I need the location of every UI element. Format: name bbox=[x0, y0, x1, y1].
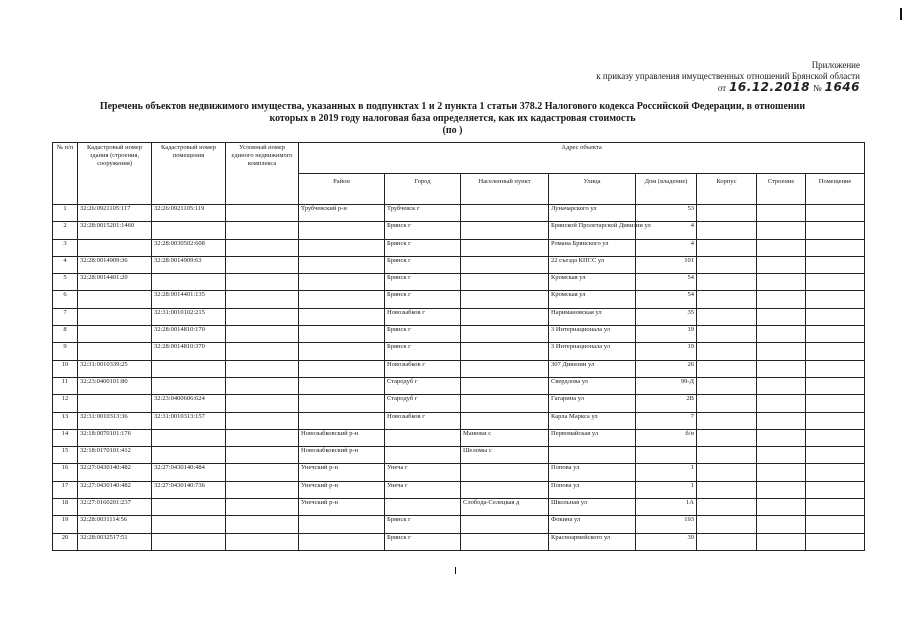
cell-district bbox=[299, 343, 385, 360]
header-cond-num: Условный номер единого недвижимого комплекса bbox=[226, 143, 299, 205]
heading-line-1: Перечень объектов недвижимого имущества, указанных в подпунктах 1 и 2 пункта 1 статьи 378.2 Налогового кодекса Российской Федерации, в отношении bbox=[99, 101, 806, 112]
cell-street: Карла Маркса ул bbox=[549, 412, 636, 429]
cell-settlement: Шеломы с bbox=[461, 447, 549, 464]
table-row bbox=[53, 412, 865, 429]
cell-pomeshchenie bbox=[806, 360, 865, 377]
cell-cond-num bbox=[226, 274, 299, 291]
cell-cond-num bbox=[226, 326, 299, 343]
cell-settlement bbox=[461, 343, 549, 360]
cell-pomeshchenie bbox=[806, 291, 865, 308]
cell-settlement bbox=[461, 308, 549, 325]
cell-cad-building: 32:27:0430140:482 bbox=[78, 481, 152, 498]
cell-pomeshchenie bbox=[806, 308, 865, 325]
table-row bbox=[53, 256, 865, 273]
cell-num: 18 bbox=[53, 499, 78, 516]
cell-city: Брянск г bbox=[385, 256, 461, 273]
cell-cad-building: 32:18:0170101:412 bbox=[78, 447, 152, 464]
handwritten-number: 1646 bbox=[824, 80, 860, 94]
cell-stroenie bbox=[757, 291, 806, 308]
cell-house: 19 bbox=[636, 326, 697, 343]
header-address: Адрес объекта bbox=[299, 143, 865, 174]
document-heading bbox=[20, 101, 885, 137]
cell-city: Брянск г bbox=[385, 239, 461, 256]
cell-city: Стародуб г bbox=[385, 377, 461, 394]
cell-street: 307 Дивизии ул bbox=[549, 360, 636, 377]
cell-district bbox=[299, 377, 385, 394]
cell-house: 7 bbox=[636, 412, 697, 429]
cell-house: 4 bbox=[636, 239, 697, 256]
cell-street: Луначарского ул bbox=[549, 205, 636, 222]
cell-city bbox=[385, 447, 461, 464]
cell-house: 53 bbox=[636, 205, 697, 222]
cell-stroenie bbox=[757, 412, 806, 429]
table-row bbox=[53, 291, 865, 308]
cell-pomeshchenie bbox=[806, 326, 865, 343]
cell-cad-room: 32:23:0400606:624 bbox=[152, 395, 226, 412]
cell-cad-room: 32:28:0014810:170 bbox=[152, 326, 226, 343]
cell-district bbox=[299, 256, 385, 273]
number-label: № bbox=[813, 83, 822, 93]
cell-stroenie bbox=[757, 360, 806, 377]
cell-num: 7 bbox=[53, 308, 78, 325]
cell-korpus bbox=[697, 239, 757, 256]
cell-stroenie bbox=[757, 447, 806, 464]
header-pomeshchenie: Помещение bbox=[806, 174, 865, 205]
cell-korpus bbox=[697, 256, 757, 273]
cell-district bbox=[299, 326, 385, 343]
cell-city: Унеча г bbox=[385, 481, 461, 498]
cell-settlement bbox=[461, 222, 549, 239]
cell-cad-building: 32:28:0031114:56 bbox=[78, 516, 152, 533]
table-row bbox=[53, 533, 865, 550]
cell-cad-room: 32:28:0014810:370 bbox=[152, 343, 226, 360]
cell-street: Фокина ул bbox=[549, 516, 636, 533]
cell-district bbox=[299, 239, 385, 256]
cell-house: 1 bbox=[636, 464, 697, 481]
cell-cond-num bbox=[226, 481, 299, 498]
cell-district bbox=[299, 516, 385, 533]
cell-korpus bbox=[697, 447, 757, 464]
cell-cond-num bbox=[226, 499, 299, 516]
cell-num: 9 bbox=[53, 343, 78, 360]
cell-stroenie bbox=[757, 464, 806, 481]
cell-num: 11 bbox=[53, 377, 78, 394]
cell-city: Брянск г bbox=[385, 343, 461, 360]
cell-settlement: Слобода-Селецкая д bbox=[461, 499, 549, 516]
header-street: Улица bbox=[549, 174, 636, 205]
from-label: от bbox=[717, 83, 727, 93]
cell-street: Свердлова ул bbox=[549, 377, 636, 394]
cell-cad-room: 32:26:0921105:119 bbox=[152, 205, 226, 222]
cell-street: 22 съезда КПСС ул bbox=[549, 256, 636, 273]
cell-house: 19 bbox=[636, 343, 697, 360]
cell-house bbox=[636, 447, 697, 464]
cell-street: 3 Интернационала ул bbox=[549, 326, 636, 343]
table-row bbox=[53, 239, 865, 256]
cell-korpus bbox=[697, 326, 757, 343]
cell-city: Трубчевск г bbox=[385, 205, 461, 222]
table-row bbox=[53, 377, 865, 394]
cell-house: 1 bbox=[636, 481, 697, 498]
cell-num: 16 bbox=[53, 464, 78, 481]
cell-num: 5 bbox=[53, 274, 78, 291]
cell-pomeshchenie bbox=[806, 377, 865, 394]
cell-num: 20 bbox=[53, 533, 78, 550]
header-district: Район bbox=[299, 174, 385, 205]
cell-settlement bbox=[461, 274, 549, 291]
cell-stroenie bbox=[757, 239, 806, 256]
cell-stroenie bbox=[757, 499, 806, 516]
cell-city: Брянск г bbox=[385, 274, 461, 291]
cell-cad-room bbox=[152, 447, 226, 464]
cell-cond-num bbox=[226, 360, 299, 377]
cell-pomeshchenie bbox=[806, 256, 865, 273]
cell-cad-room bbox=[152, 377, 226, 394]
cell-pomeshchenie bbox=[806, 533, 865, 550]
cell-cad-room: 32:27:0430140:484 bbox=[152, 464, 226, 481]
cell-num: 15 bbox=[53, 447, 78, 464]
cell-cad-building: 32:27:0160201:237 bbox=[78, 499, 152, 516]
cell-pomeshchenie bbox=[806, 447, 865, 464]
cell-district bbox=[299, 533, 385, 550]
cell-cad-building: 32:23:0400101:80 bbox=[78, 377, 152, 394]
cell-district: Новозыбковский р-н bbox=[299, 447, 385, 464]
cell-cond-num bbox=[226, 412, 299, 429]
cell-house: 193 bbox=[636, 516, 697, 533]
cell-settlement bbox=[461, 239, 549, 256]
cell-house: 101 bbox=[636, 256, 697, 273]
cell-pomeshchenie bbox=[806, 343, 865, 360]
cell-num: 12 bbox=[53, 395, 78, 412]
cell-stroenie bbox=[757, 429, 806, 446]
table-row bbox=[53, 447, 865, 464]
cell-korpus bbox=[697, 222, 757, 239]
cell-pomeshchenie bbox=[806, 516, 865, 533]
cell-city: Брянск г bbox=[385, 533, 461, 550]
cell-cad-room bbox=[152, 274, 226, 291]
cell-cad-building bbox=[78, 239, 152, 256]
cell-pomeshchenie bbox=[806, 412, 865, 429]
cell-cad-building bbox=[78, 326, 152, 343]
cell-korpus bbox=[697, 481, 757, 498]
cell-korpus bbox=[697, 308, 757, 325]
cell-district: Новозыбковский р-н bbox=[299, 429, 385, 446]
cell-cond-num bbox=[226, 377, 299, 394]
cell-stroenie bbox=[757, 274, 806, 291]
cell-district bbox=[299, 274, 385, 291]
cell-num: 1 bbox=[53, 205, 78, 222]
cell-district bbox=[299, 360, 385, 377]
cell-stroenie bbox=[757, 516, 806, 533]
cell-settlement bbox=[461, 516, 549, 533]
cell-street: Гагарина ул bbox=[549, 395, 636, 412]
cell-settlement bbox=[461, 291, 549, 308]
cell-house: 26 bbox=[636, 360, 697, 377]
cell-korpus bbox=[697, 516, 757, 533]
cell-cond-num bbox=[226, 239, 299, 256]
appendix-title: Приложение bbox=[811, 60, 860, 70]
cell-korpus bbox=[697, 412, 757, 429]
cell-street: Попова ул bbox=[549, 481, 636, 498]
cell-num: 3 bbox=[53, 239, 78, 256]
cell-street: Кромская ул bbox=[549, 274, 636, 291]
table-row bbox=[53, 308, 865, 325]
cell-street: Попова ул bbox=[549, 464, 636, 481]
cell-district bbox=[299, 291, 385, 308]
cell-korpus bbox=[697, 499, 757, 516]
cell-pomeshchenie bbox=[806, 222, 865, 239]
cell-cad-room bbox=[152, 429, 226, 446]
cell-cad-building bbox=[78, 395, 152, 412]
cell-settlement bbox=[461, 481, 549, 498]
cell-cad-building: 32:28:0015201:1460 bbox=[78, 222, 152, 239]
cell-cond-num bbox=[226, 516, 299, 533]
cell-house: 1А bbox=[636, 499, 697, 516]
cell-district bbox=[299, 308, 385, 325]
cell-settlement bbox=[461, 360, 549, 377]
cell-num: 8 bbox=[53, 326, 78, 343]
cell-pomeshchenie bbox=[806, 239, 865, 256]
cell-district: Унечский р-н bbox=[299, 464, 385, 481]
cell-city: Брянск г bbox=[385, 516, 461, 533]
cell-cond-num bbox=[226, 222, 299, 239]
table-row bbox=[53, 343, 865, 360]
cell-num: 17 bbox=[53, 481, 78, 498]
cell-cad-building: 32:27:0430140:482 bbox=[78, 464, 152, 481]
table-row bbox=[53, 360, 865, 377]
header-num: № п/п bbox=[53, 143, 78, 205]
handwritten-date: 16.12.2018 bbox=[729, 80, 810, 94]
cell-settlement bbox=[461, 256, 549, 273]
cell-cad-building: 32:26:0921105:117 bbox=[78, 205, 152, 222]
cell-num: 10 bbox=[53, 360, 78, 377]
cell-korpus bbox=[697, 429, 757, 446]
heading-line-2: которых в 2019 году налоговая база определяется, как их кадастровая стоимость bbox=[269, 113, 636, 124]
cell-city: Новозыбков г bbox=[385, 308, 461, 325]
cell-korpus bbox=[697, 377, 757, 394]
cell-cad-building bbox=[78, 291, 152, 308]
cell-street: Наримановская ул bbox=[549, 308, 636, 325]
cell-house: 35 bbox=[636, 308, 697, 325]
table-row bbox=[53, 481, 865, 498]
cell-city: Брянск г bbox=[385, 326, 461, 343]
cell-korpus bbox=[697, 395, 757, 412]
cell-pomeshchenie bbox=[806, 499, 865, 516]
cell-street: Школьная ул bbox=[549, 499, 636, 516]
cell-street: Романа Брянского ул bbox=[549, 239, 636, 256]
appendix-date-line bbox=[596, 82, 860, 94]
cell-cond-num bbox=[226, 533, 299, 550]
cell-stroenie bbox=[757, 326, 806, 343]
cell-house: 2В bbox=[636, 395, 697, 412]
cell-district bbox=[299, 395, 385, 412]
cell-pomeshchenie bbox=[806, 395, 865, 412]
cell-cond-num bbox=[226, 256, 299, 273]
cell-city bbox=[385, 499, 461, 516]
cell-street: 3 Интернационала ул bbox=[549, 343, 636, 360]
cell-pomeshchenie bbox=[806, 274, 865, 291]
cell-city: Новозыбков г bbox=[385, 360, 461, 377]
cell-cad-room: 32:31:0010313:157 bbox=[152, 412, 226, 429]
cell-cond-num bbox=[226, 205, 299, 222]
appendix-block bbox=[596, 60, 860, 94]
cell-cad-building bbox=[78, 343, 152, 360]
cell-settlement bbox=[461, 395, 549, 412]
cell-settlement bbox=[461, 205, 549, 222]
cell-pomeshchenie bbox=[806, 481, 865, 498]
cell-cond-num bbox=[226, 291, 299, 308]
cell-city: Новозыбков г bbox=[385, 412, 461, 429]
cell-stroenie bbox=[757, 377, 806, 394]
heading-line-3: (по ) bbox=[442, 125, 463, 136]
cell-cad-building: 32:28:0014401:20 bbox=[78, 274, 152, 291]
cell-city: Брянск г bbox=[385, 222, 461, 239]
cell-street: Красноармейского ул bbox=[549, 533, 636, 550]
cell-house: 39 bbox=[636, 533, 697, 550]
table-row bbox=[53, 499, 865, 516]
cell-cond-num bbox=[226, 447, 299, 464]
cell-house: 54 bbox=[636, 274, 697, 291]
cell-cad-room: 32:27:0430140:736 bbox=[152, 481, 226, 498]
table-row bbox=[53, 326, 865, 343]
cell-street bbox=[549, 447, 636, 464]
cell-korpus bbox=[697, 464, 757, 481]
header-house: Дом (владение) bbox=[636, 174, 697, 205]
page-mark bbox=[455, 567, 456, 574]
cell-cad-room: 32:28:0014909:63 bbox=[152, 256, 226, 273]
cell-pomeshchenie bbox=[806, 205, 865, 222]
cell-district bbox=[299, 412, 385, 429]
cell-stroenie bbox=[757, 205, 806, 222]
cell-num: 13 bbox=[53, 412, 78, 429]
cell-cad-room: 32:28:0014401:135 bbox=[152, 291, 226, 308]
cell-korpus bbox=[697, 274, 757, 291]
header-city: Город bbox=[385, 174, 461, 205]
cell-city: Унеча г bbox=[385, 464, 461, 481]
cell-cond-num bbox=[226, 464, 299, 481]
cell-cond-num bbox=[226, 395, 299, 412]
cell-settlement: Манюки с bbox=[461, 429, 549, 446]
cell-num: 6 bbox=[53, 291, 78, 308]
cell-street: Первомайская ул bbox=[549, 429, 636, 446]
cell-num: 19 bbox=[53, 516, 78, 533]
cell-korpus bbox=[697, 343, 757, 360]
cell-street: Кромская ул bbox=[549, 291, 636, 308]
cell-city bbox=[385, 429, 461, 446]
cell-stroenie bbox=[757, 308, 806, 325]
cell-district bbox=[299, 222, 385, 239]
cell-district: Унечский р-н bbox=[299, 481, 385, 498]
header-korpus: Корпус bbox=[697, 174, 757, 205]
cell-cad-room bbox=[152, 360, 226, 377]
scan-edge-mark bbox=[900, 8, 902, 20]
cell-cond-num bbox=[226, 343, 299, 360]
cell-korpus bbox=[697, 205, 757, 222]
header-cad-room: Кадастровый номер помещения bbox=[152, 143, 226, 205]
cell-stroenie bbox=[757, 481, 806, 498]
table-row bbox=[53, 464, 865, 481]
cell-house: 4 bbox=[636, 222, 697, 239]
cell-stroenie bbox=[757, 395, 806, 412]
header-settlement: Населенный пункт bbox=[461, 174, 549, 205]
cell-pomeshchenie bbox=[806, 464, 865, 481]
cell-cad-building: 32:18:0070101:176 bbox=[78, 429, 152, 446]
cell-cad-building: 32:28:0014909:36 bbox=[78, 256, 152, 273]
cell-stroenie bbox=[757, 256, 806, 273]
table-row bbox=[53, 222, 865, 239]
table-row bbox=[53, 205, 865, 222]
table-row bbox=[53, 429, 865, 446]
cell-cad-room bbox=[152, 499, 226, 516]
cell-cad-building: 32:31:0010339:25 bbox=[78, 360, 152, 377]
cell-cad-room: 32:31:0010102:215 bbox=[152, 308, 226, 325]
property-register-table bbox=[52, 142, 865, 551]
cell-district: Унечский р-н bbox=[299, 499, 385, 516]
cell-num: 2 bbox=[53, 222, 78, 239]
cell-stroenie bbox=[757, 222, 806, 239]
table-row bbox=[53, 274, 865, 291]
cell-district: Трубчевский р-н bbox=[299, 205, 385, 222]
cell-settlement bbox=[461, 377, 549, 394]
cell-cad-room: 32:28:0030502:608 bbox=[152, 239, 226, 256]
cell-pomeshchenie bbox=[806, 429, 865, 446]
header-cad-building: Кадастровый номер здания (строения, сооружения) bbox=[78, 143, 152, 205]
cell-settlement bbox=[461, 326, 549, 343]
cell-settlement bbox=[461, 412, 549, 429]
cell-settlement bbox=[461, 464, 549, 481]
cell-street: Брянской Пролетарской Дивизии ул bbox=[549, 222, 636, 239]
cell-cad-building bbox=[78, 308, 152, 325]
cell-korpus bbox=[697, 360, 757, 377]
cell-korpus bbox=[697, 533, 757, 550]
cell-korpus bbox=[697, 291, 757, 308]
cell-house: 54 bbox=[636, 291, 697, 308]
cell-num: 4 bbox=[53, 256, 78, 273]
cell-house: б/н bbox=[636, 429, 697, 446]
cell-cad-room bbox=[152, 516, 226, 533]
header-stroenie: Строение bbox=[757, 174, 806, 205]
cell-stroenie bbox=[757, 343, 806, 360]
cell-city: Стародуб г bbox=[385, 395, 461, 412]
cell-cond-num bbox=[226, 308, 299, 325]
cell-cad-building: 32:31:0010313:36 bbox=[78, 412, 152, 429]
cell-stroenie bbox=[757, 533, 806, 550]
appendix-order-line: к приказу управления имущественных отношений Брянской области bbox=[596, 71, 860, 81]
cell-city: Брянск г bbox=[385, 291, 461, 308]
cell-house: 99-Д bbox=[636, 377, 697, 394]
table-row bbox=[53, 395, 865, 412]
cell-cad-building: 32:28:0032517:51 bbox=[78, 533, 152, 550]
cell-cad-room bbox=[152, 533, 226, 550]
cell-settlement bbox=[461, 533, 549, 550]
cell-cad-room bbox=[152, 222, 226, 239]
cell-cond-num bbox=[226, 429, 299, 446]
cell-num: 14 bbox=[53, 429, 78, 446]
table-row bbox=[53, 516, 865, 533]
